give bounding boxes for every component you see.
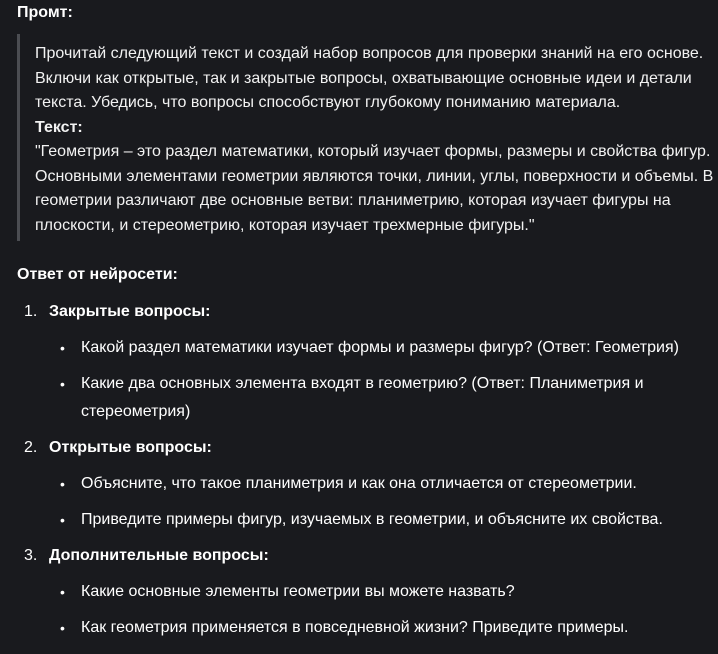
list-item-text: Какие основные элементы геометрии вы можете назвать? <box>81 583 515 600</box>
blockquote-bar <box>17 34 20 241</box>
prompt-line: Прочитай следующий текст и создай набор вопросов для проверки знаний на его основе. <box>35 45 704 62</box>
section-open-questions <box>24 437 212 459</box>
bullet-icon: • <box>60 376 65 392</box>
section-title: Закрытые вопросы: <box>49 303 211 320</box>
source-text-line: "Геометрия – это раздел математики, который изучает формы, размеры и свойства фигур. <box>35 143 711 160</box>
prompt-heading: Промт: <box>17 4 73 21</box>
prompt-line: текста. Убедись, что вопросы способствуют глубокому пониманию материала. <box>35 94 621 111</box>
list-item <box>60 334 710 362</box>
bullet-icon: • <box>60 512 65 528</box>
prompt-line: Включи как открытые, так и закрытые вопросы, охватывающие основные идеи и детали <box>35 69 692 87</box>
source-text-line: Основными элементами геометрии являются точки, линии, углы, поверхности и объемы. В <box>35 167 714 185</box>
list-item <box>60 506 710 534</box>
list-item <box>60 578 710 606</box>
list-item-text: Какие два основных элемента входят в геометрию? (Ответ: Планиметрия и <box>81 375 644 392</box>
bullet-icon: • <box>60 584 65 600</box>
section-title: Дополнительные вопросы: <box>49 547 269 564</box>
list-item-text: Приведите примеры фигур, изучаемых в геометрии, и объясните их свойства. <box>81 511 663 528</box>
prompt-text <box>35 42 715 238</box>
list-item-text: стереометрия) <box>81 403 191 420</box>
section-closed-questions <box>24 301 211 323</box>
section-title: Открытые вопросы: <box>49 439 212 456</box>
bullet-icon: • <box>60 476 65 492</box>
section-additional-questions <box>24 545 269 567</box>
prompt-blockquote <box>17 34 717 241</box>
list-item <box>60 370 710 426</box>
answer-heading: Ответ от нейросети: <box>17 266 178 283</box>
list-item <box>60 614 710 642</box>
list-item <box>60 470 710 498</box>
list-item-text: Объясните, что такое планиметрия и как она отличается от стереометрии. <box>81 475 637 492</box>
list-item-text: Как геометрия применяется в повседневной жизни? Приведите примеры. <box>81 619 629 636</box>
list-item-text: Какой раздел математики изучает формы и размеры фигур? (Ответ: Геометрия) <box>81 339 679 356</box>
section-number: 3. <box>24 547 38 564</box>
bullet-icon: • <box>60 340 65 356</box>
section-number: 2. <box>24 439 38 456</box>
text-label: Текст: <box>35 118 83 136</box>
source-text-line: плоскости, и стереометрию, которая изучает трехмерные фигуры." <box>35 216 535 234</box>
bullet-icon: • <box>60 620 65 636</box>
source-text-line: геометрии различают две основные ветви: планиметрию, которая изучает фигуры на <box>35 192 671 209</box>
section-number: 1. <box>24 303 38 320</box>
